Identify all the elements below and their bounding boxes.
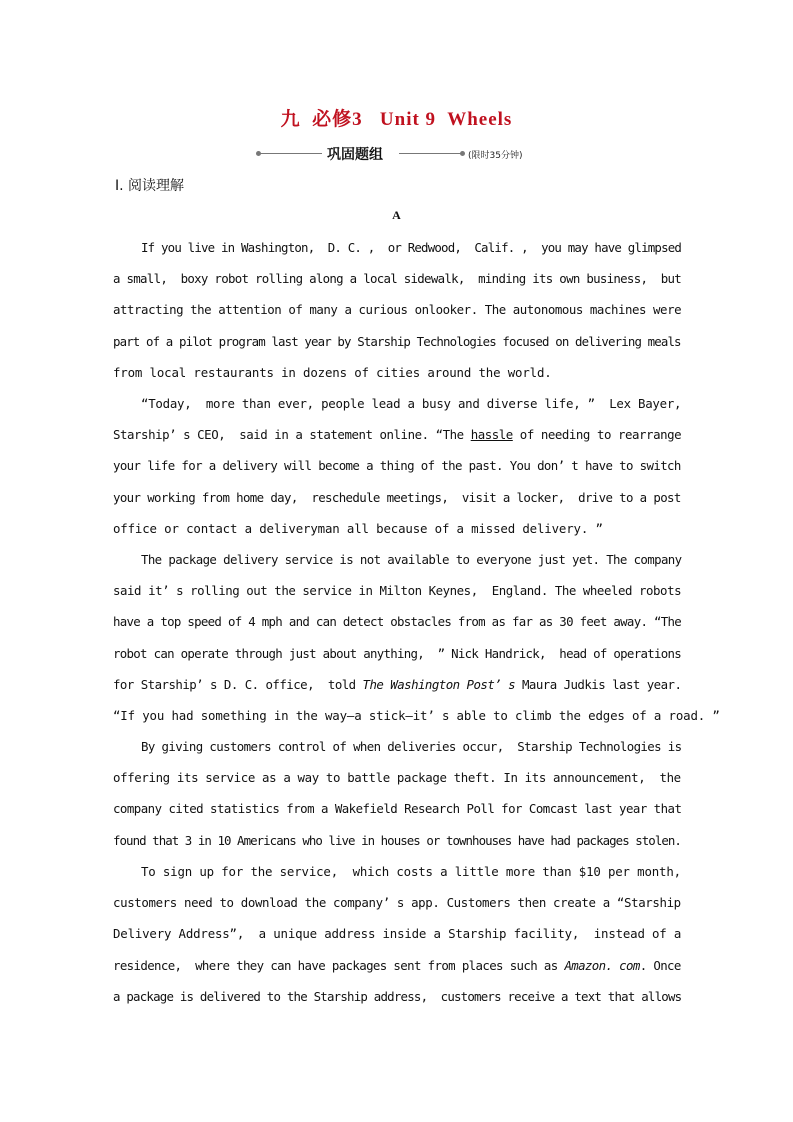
- text-line: [113, 544, 681, 575]
- text-line: [113, 232, 681, 263]
- line-text: By giving customers control of when deliveries occur, Starship Technologies is: [141, 739, 682, 754]
- paragraph-5: [113, 856, 681, 1012]
- time-limit: (限时35分钟): [468, 151, 523, 161]
- text-line: [113, 950, 681, 981]
- underlined-word: hassle: [470, 427, 513, 443]
- text-line: [113, 294, 681, 325]
- italic-source: The Washington Post’ s: [362, 676, 516, 692]
- line-text: Delivery Address”, a unique address inside a Starship facility, instead of a: [113, 926, 682, 942]
- text-line: [113, 918, 681, 949]
- text-line: [113, 762, 681, 793]
- line-text: Starship’ s CEO, said in a statement online. “The hassle of needing to rearrange: [113, 427, 682, 443]
- text-line: [113, 981, 681, 1012]
- line-text: offering its service as a way to battle package theft. In its announcement, the: [113, 770, 681, 786]
- line-text: “Today, more than ever, people lead a busy and diverse life, ” Lex Bayer,: [141, 396, 682, 411]
- line-text: customers need to download the company’ s app. Customers then create a “Starship: [113, 895, 681, 911]
- line-text: said it’ s rolling out the service in Milton Keynes, England. The wheeled robots: [113, 583, 682, 599]
- text-line: [113, 357, 681, 388]
- rule-right-line: [399, 153, 462, 154]
- line-text: “If you had something in the way—a stick—it’ s able to climb the edges of a road. ”: [113, 707, 720, 723]
- line-text: part of a pilot program last year by Starship Technologies focused on delivering meals: [113, 333, 681, 349]
- line-text: found that 3 in 10 Americans who live in houses or townhouses have had packages stolen.: [113, 832, 681, 848]
- text-line: [113, 700, 720, 731]
- paragraph-4: [113, 731, 681, 856]
- part-heading: Ⅰ. 阅读理解: [115, 178, 185, 194]
- text-line: [113, 638, 681, 669]
- paragraph-3: [113, 544, 720, 731]
- text-line: [113, 419, 681, 450]
- line-text: office or contact a deliveryman all because of a missed delivery. ”: [113, 520, 603, 536]
- line-text: your working from home day, reschedule meetings, visit a locker, drive to a post: [113, 489, 681, 505]
- rule-left-line: [260, 153, 322, 154]
- line-text: The package delivery service is not available to everyone just yet. The company: [141, 552, 682, 567]
- italic-site: Amazon. com: [564, 957, 640, 973]
- text-line: [113, 263, 681, 294]
- line-text: a small, boxy robot rolling along a local sidewalk, minding its own business, but: [113, 271, 682, 287]
- text-line: [113, 575, 681, 606]
- line-text: residence, where they can have packages sent from places such as Amazon. com. Once: [113, 957, 681, 973]
- line-text: have a top speed of 4 mph and can detect obstacles from as far as 30 feet away. “The: [113, 614, 682, 630]
- line-text: a package is delivered to the Starship address, customers receive a text that allows: [113, 988, 682, 1004]
- text-line: [113, 825, 681, 856]
- passage-letter: A: [392, 208, 401, 222]
- text-line: [113, 450, 681, 481]
- text-line: [113, 388, 681, 419]
- line-text: To sign up for the service, which costs a little more than $10 per month,: [141, 864, 681, 879]
- line-text: company cited statistics from a Wakefield Research Poll for Comcast last year that: [113, 801, 682, 817]
- paragraph-1: [113, 232, 681, 388]
- text-line: [113, 856, 681, 887]
- line-text: robot can operate through just about anything, ” Nick Handrick, head of operations: [113, 645, 682, 661]
- line-text: your life for a delivery will become a thing of the past. You don’ t have to switch: [113, 458, 681, 474]
- text-line: [113, 513, 681, 544]
- text-line: [113, 482, 681, 513]
- section-rule: [256, 144, 546, 164]
- text-line: [113, 669, 681, 700]
- text-line: [113, 793, 681, 824]
- section-label: 巩固题组: [327, 147, 383, 163]
- text-line: [113, 887, 681, 918]
- line-text: If you live in Washington, D. C. , or Redwood, Calif. , you may have glimpsed: [141, 240, 682, 255]
- line-text: attracting the attention of many a curious onlooker. The autonomous machines were: [113, 302, 682, 318]
- rule-right-dot: [460, 151, 465, 156]
- line-text: from local restaurants in dozens of cities around the world.: [113, 364, 552, 380]
- text-line: [113, 606, 681, 637]
- text-line: [113, 326, 681, 357]
- text-line: [113, 731, 681, 762]
- paragraph-2: [113, 388, 681, 544]
- line-text: for Starship’ s D. C. office, told The Washington Post’ s Maura Judkis last year.: [113, 676, 682, 692]
- page-title: 九 必修3 Unit 9 Wheels: [280, 109, 513, 130]
